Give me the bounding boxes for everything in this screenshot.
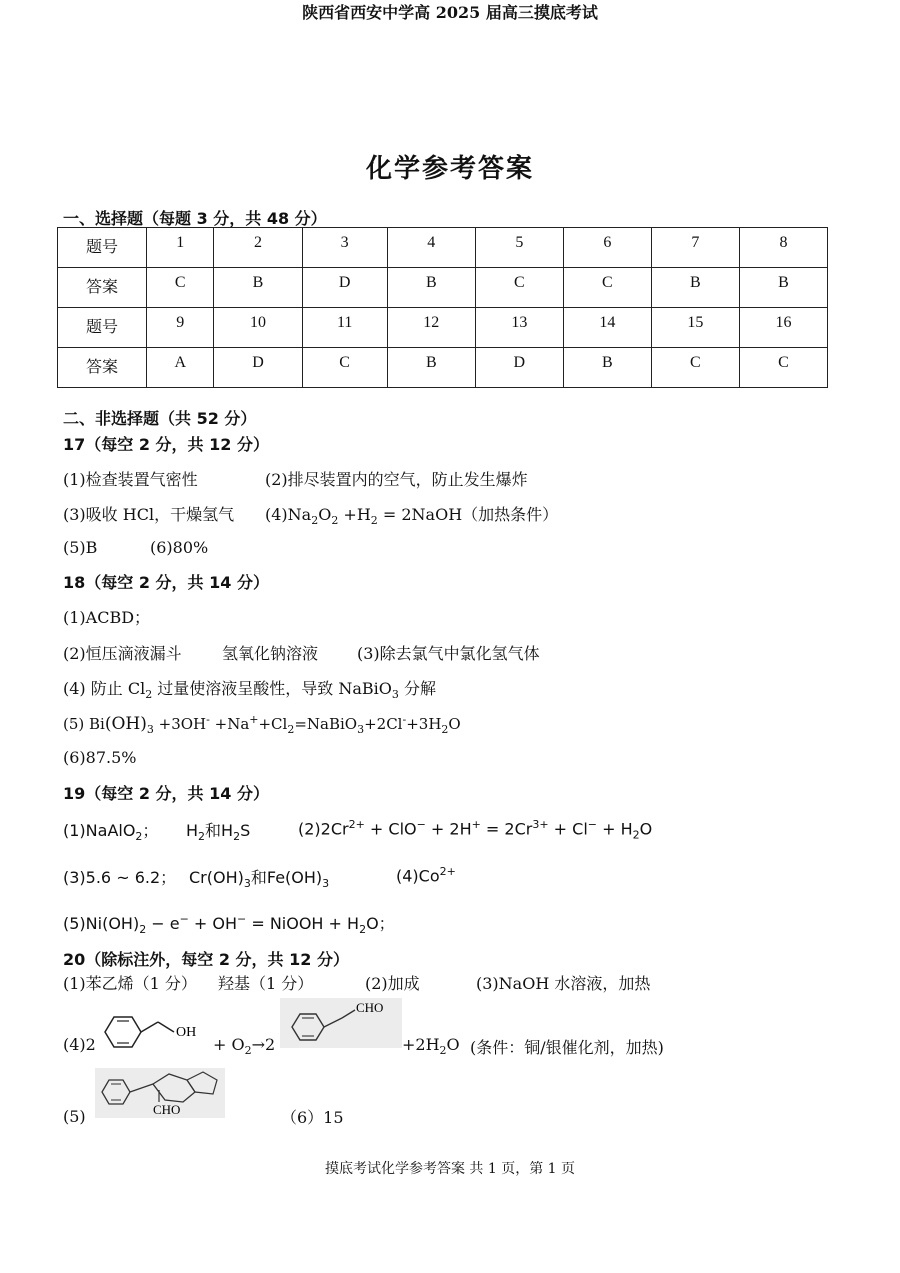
table-cell: 10 <box>214 308 302 348</box>
table-cell: B <box>651 268 739 308</box>
table-row <box>58 348 828 388</box>
table-cell: 16 <box>739 308 827 348</box>
table-cell: C <box>739 348 827 388</box>
page-title: 陕西省西安中学高 2025 届高三摸底考试 <box>302 3 598 22</box>
table-cell: 12 <box>387 308 475 348</box>
table-cell: 11 <box>302 308 387 348</box>
table-cell: B <box>214 268 302 308</box>
q18-answer-4: (4) 防止 $Cl_2$ 过量使溶液呈酸性，导致 NaBiO$_3$ 分解 <box>63 679 437 702</box>
table-row <box>58 228 828 268</box>
table-cell: C <box>147 268 214 308</box>
cho-label: CHO <box>356 1000 384 1015</box>
table-cell: B <box>563 348 651 388</box>
row-label: 答案 <box>58 348 147 388</box>
q20-answer-2: (2)加成 <box>365 974 420 993</box>
table-row <box>58 268 828 308</box>
q17-answer-2: (2)排尽装置内的空气，防止发生爆炸 <box>265 470 528 489</box>
q19-answer-3b: $Cr(OH)_3$和$Fe(OH)_3$ <box>189 868 330 891</box>
q20-heading: 20（除标注外，每空 2 分，共 12 分） <box>63 950 349 969</box>
q17-answer-6: (6)80% <box>150 538 209 557</box>
table-cell: 1 <box>147 228 214 268</box>
answer-table <box>57 227 828 388</box>
table-cell: 7 <box>651 228 739 268</box>
table-cell: B <box>739 268 827 308</box>
table-cell: D <box>302 268 387 308</box>
table-row <box>58 308 828 348</box>
q19-answer-1: (1)NaAlO$_2$； <box>63 821 159 844</box>
q19-answer-1b: $H_2$和$H_2S$ <box>186 821 251 844</box>
q18-answer-2b: 氢氧化钠溶液 <box>222 644 319 663</box>
section2-heading: 二、非选择题（共 52 分） <box>63 409 257 428</box>
q18-answer-6: (6)87.5% <box>63 748 137 767</box>
table-cell: 6 <box>563 228 651 268</box>
phenylethanol-structure <box>92 1005 210 1057</box>
oh-label: OH <box>176 1025 197 1040</box>
q20-answer-4-condition: (条件：铜/银催化剂，加热) <box>470 1038 664 1057</box>
q17-answer-3: (3)吸收 HCl，干燥氢气 <box>63 505 235 524</box>
q17-answer-5: (5)B <box>63 538 98 557</box>
compound-structure <box>95 1068 225 1118</box>
row-label: 题号 <box>58 228 147 268</box>
q18-answer-3: (3)除去氯气中氯化氢气体 <box>357 644 540 663</box>
q18-answer-2: (2)恒压滴液漏斗 <box>63 644 182 663</box>
table-cell: 2 <box>214 228 302 268</box>
q18-heading: 18（每空 2 分，共 14 分） <box>63 573 269 592</box>
table-cell: B <box>387 268 475 308</box>
q17-answer-4: $(4)Na_2O_2 +H_2$ = 2NaOH（加热条件） <box>265 505 559 528</box>
q17-heading: 17（每空 2 分，共 12 分） <box>63 435 269 454</box>
table-cell: A <box>147 348 214 388</box>
cho-label: CHO <box>153 1102 181 1117</box>
table-cell: 15 <box>651 308 739 348</box>
table-cell: D <box>475 348 563 388</box>
table-cell: B <box>387 348 475 388</box>
q19-answer-3: (3)5.6 ~ 6.2； <box>63 868 177 887</box>
q19-answer-4: $(4)Co^{2+}$ <box>396 865 456 886</box>
q19-heading: 19（每空 2 分，共 14 分） <box>63 784 269 803</box>
q20-answer-3: (3)NaOH 水溶液，加热 <box>476 974 651 993</box>
table-cell: 3 <box>302 228 387 268</box>
table-cell: 14 <box>563 308 651 348</box>
q17-answer-1: (1)检查装置气密性 <box>63 470 198 489</box>
table-cell: 8 <box>739 228 827 268</box>
table-cell: C <box>302 348 387 388</box>
table-cell: 13 <box>475 308 563 348</box>
table-cell: 9 <box>147 308 214 348</box>
q20-answer-4-coef: (4)2 <box>63 1035 96 1054</box>
table-cell: C <box>651 348 739 388</box>
q20-answer-1: (1)苯乙烯（1 分） <box>63 974 197 993</box>
q19-answer-2: $(2)2Cr^{2+} + ClO^- + 2H^+ = 2Cr^{3+} + Cl^- + H_2O$ <box>298 818 653 842</box>
row-label: 题号 <box>58 308 147 348</box>
q18-answer-5: (5) $Bi(OH)_3 +3OH^-$ $+Na^++Cl_2=NaBiO_3+2Cl^-+3H_2O$ <box>63 713 461 736</box>
phenylacetaldehyde-structure <box>280 998 402 1048</box>
row-label: 答案 <box>58 268 147 308</box>
section1-heading: 一、选择题（每题 3 分，共 48 分） <box>63 209 327 228</box>
table-cell: 5 <box>475 228 563 268</box>
q20-answer-5-label: (5) <box>63 1107 86 1126</box>
table-cell: C <box>563 268 651 308</box>
q20-answer-6: （6）15 <box>281 1108 344 1127</box>
table-cell: C <box>475 268 563 308</box>
page-subtitle: 化学参考答案 <box>365 154 534 184</box>
q19-answer-5: $(5)Ni(OH)_2 - e^- + OH^-$ = NiOOH + $H_2O$； <box>63 912 395 937</box>
q20-answer-1b: 羟基（1 分） <box>218 974 314 993</box>
q20-answer-4-product: $+2H_2O$ <box>402 1035 460 1058</box>
q18-answer-1: (1)ACBD； <box>63 608 151 627</box>
table-cell: 4 <box>387 228 475 268</box>
page-footer: 摸底考试化学参考答案 共 1 页，第 1 页 <box>324 1161 576 1177</box>
q20-answer-4-mid: + $O_2\to 2$ <box>213 1035 276 1058</box>
table-cell: D <box>214 348 302 388</box>
